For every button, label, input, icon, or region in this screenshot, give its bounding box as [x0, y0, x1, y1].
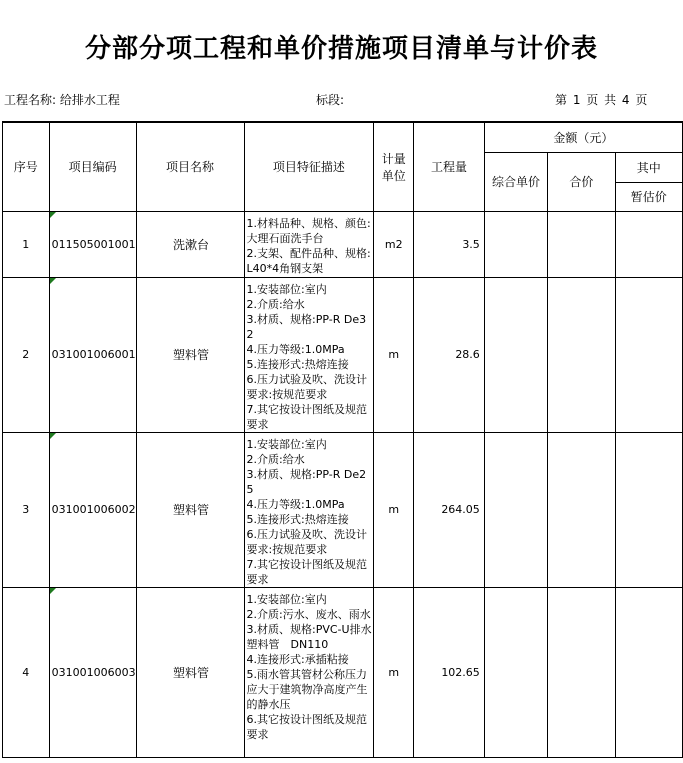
row-estimate	[615, 432, 682, 587]
row-unit-price	[484, 587, 547, 757]
row-qty: 264.05	[414, 432, 485, 587]
section-label: 标段:	[316, 93, 345, 107]
desc-line: 5.连接形式:热熔连接	[246, 512, 349, 526]
header-unit-price: 综合单价	[484, 152, 547, 211]
desc-line: 2.介质:给水	[246, 452, 305, 466]
row-estimate	[615, 587, 682, 757]
table-row	[3, 277, 683, 432]
project-info	[4, 91, 120, 108]
row-total	[548, 211, 615, 277]
desc-line: 1.材料品种、规格、颜色:大理石面洗手台	[246, 216, 371, 245]
row-unit: m2	[374, 211, 414, 277]
desc-line: 3.材质、规格:PVC-U排水塑料管 DN110	[246, 622, 372, 651]
header-unit: 计量单位	[374, 122, 414, 211]
desc-line: 4.压力等级:1.0MPa	[246, 342, 345, 356]
desc-line: 4.连接形式:承插粘接	[246, 652, 349, 666]
row-unit: m	[374, 587, 414, 757]
header-estimate: 暂估价	[615, 182, 682, 211]
row-code: 031001006002	[49, 432, 136, 587]
header-seq: 序号	[3, 122, 50, 211]
header-of-which: 其中	[615, 152, 682, 182]
row-unit-price	[484, 277, 547, 432]
row-name: 洗漱台	[136, 211, 244, 277]
row-code: 031001006001	[49, 277, 136, 432]
row-code: 011505001001	[49, 211, 136, 277]
row-total	[548, 587, 615, 757]
desc-line: 7.其它按设计图纸及规范要求	[246, 402, 368, 431]
desc-line: 2.支架、配件品种、规格:L40*4角钢支架	[246, 246, 371, 275]
header-desc: 项目特征描述	[244, 122, 374, 211]
row-estimate	[615, 211, 682, 277]
desc-line: 6.其它按设计图纸及规范要求	[246, 712, 368, 741]
bill-of-quantities-table	[2, 121, 683, 758]
row-name: 塑料管	[136, 587, 244, 757]
row-unit: m	[374, 277, 414, 432]
page-info: 第 1 页 共 4 页	[555, 93, 649, 107]
desc-line: 1.安装部位:室内	[246, 282, 327, 296]
row-desc	[244, 432, 374, 587]
desc-line: 1.安装部位:室内	[246, 592, 327, 606]
row-seq: 2	[3, 277, 50, 432]
row-qty: 3.5	[414, 211, 485, 277]
row-unit: m	[374, 432, 414, 587]
desc-line: 3.材质、规格:PP-R De25	[246, 467, 367, 496]
desc-line: 2.介质:污水、废水、雨水	[246, 607, 371, 621]
row-desc	[244, 211, 374, 277]
row-name: 塑料管	[136, 277, 244, 432]
header-name: 项目名称	[136, 122, 244, 211]
header-total: 合价	[548, 152, 615, 211]
row-desc	[244, 587, 374, 757]
desc-line: 5.连接形式:热熔连接	[246, 357, 349, 371]
header-code: 项目编码	[49, 122, 136, 211]
row-seq: 3	[3, 432, 50, 587]
header-amount: 金额（元）	[484, 122, 682, 152]
row-qty: 28.6	[414, 277, 485, 432]
desc-line: 1.安装部位:室内	[246, 437, 327, 451]
row-desc	[244, 277, 374, 432]
row-qty: 102.65	[414, 587, 485, 757]
row-total	[548, 432, 615, 587]
table-row	[3, 211, 683, 277]
row-name: 塑料管	[136, 432, 244, 587]
desc-line: 6.压力试验及吹、洗设计要求:按规范要求	[246, 527, 368, 556]
table-row	[3, 587, 683, 757]
row-total	[548, 277, 615, 432]
project-label: 工程名称:	[4, 93, 57, 107]
desc-line: 4.压力等级:1.0MPa	[246, 497, 345, 511]
project-name: 给排水工程	[59, 93, 120, 107]
row-unit-price	[484, 432, 547, 587]
row-estimate	[615, 277, 682, 432]
page-title: 分部分项工程和单价措施项目清单与计价表	[84, 34, 598, 64]
desc-line: 2.介质:给水	[246, 297, 305, 311]
row-seq: 4	[3, 587, 50, 757]
row-unit-price	[484, 211, 547, 277]
desc-line: 7.其它按设计图纸及规范要求	[246, 557, 368, 586]
desc-line: 3.材质、规格:PP-R De32	[246, 312, 367, 341]
row-seq: 1	[3, 211, 50, 277]
row-code: 031001006003	[49, 587, 136, 757]
desc-line: 6.压力试验及吹、洗设计要求:按规范要求	[246, 372, 368, 401]
desc-line: 5.雨水管其管材公称压力应大于建筑物净高度产生的静水压	[246, 667, 368, 711]
header-qty: 工程量	[414, 122, 485, 211]
table-row	[3, 432, 683, 587]
